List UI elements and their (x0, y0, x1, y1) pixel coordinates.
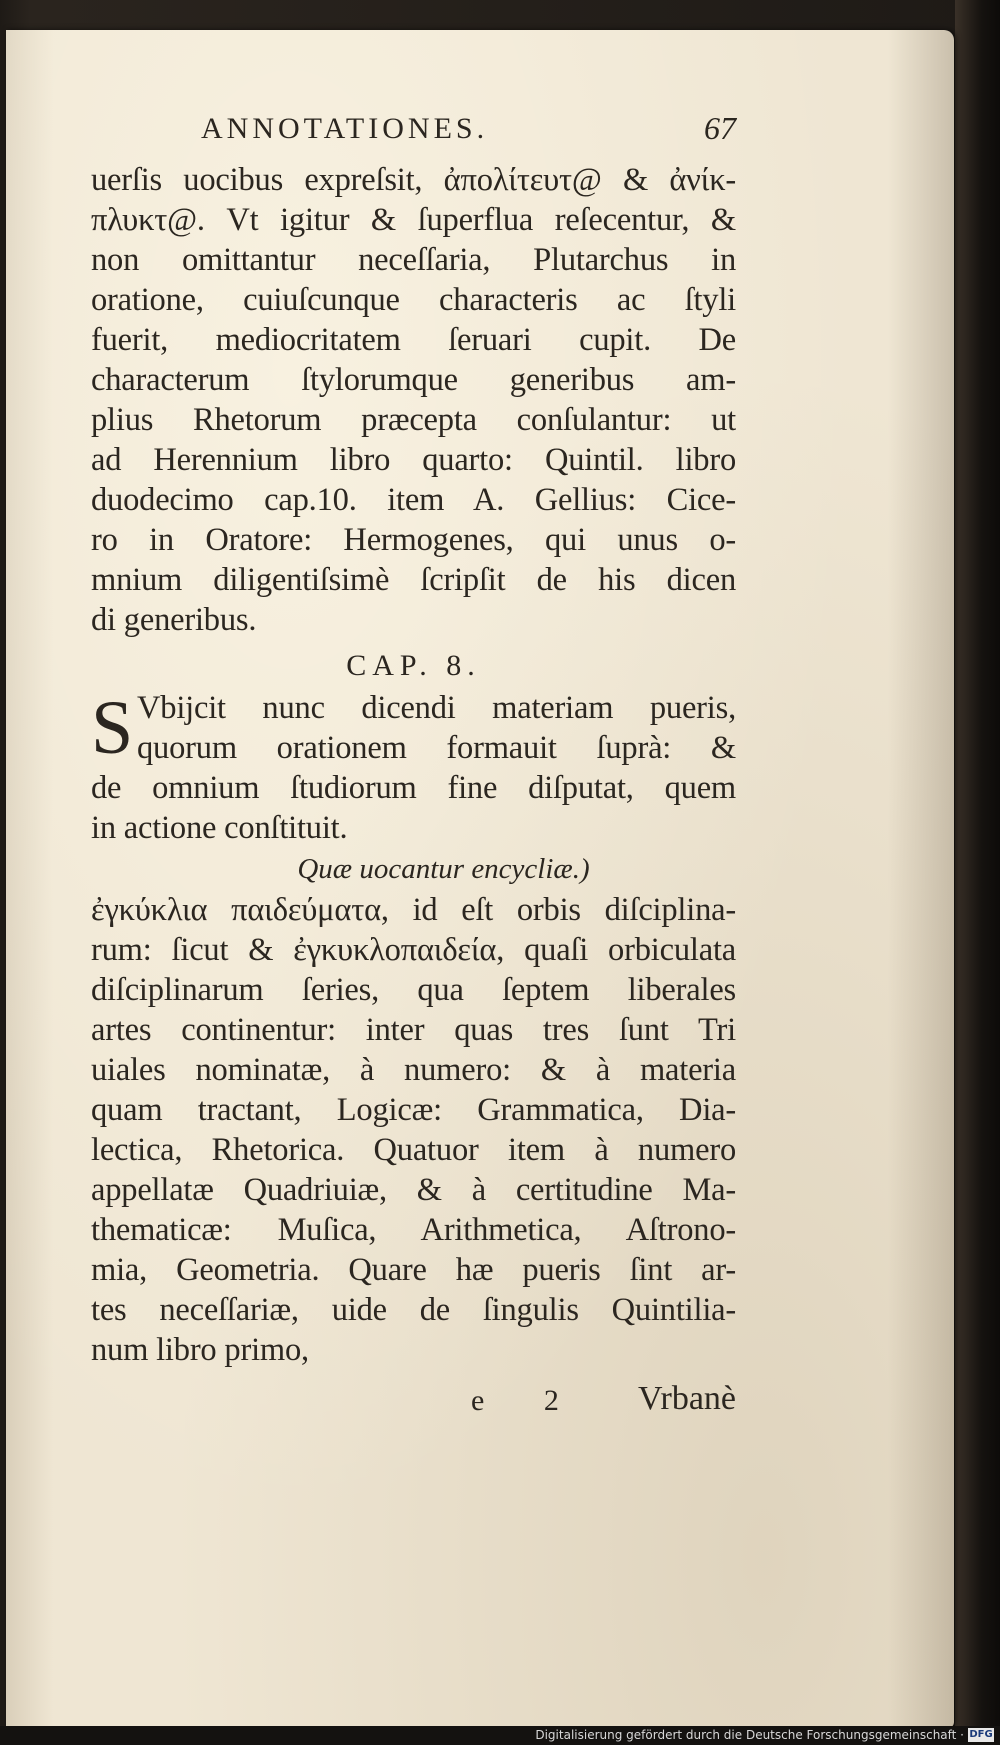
text-line: di generibus. (91, 602, 257, 638)
drop-cap: S (91, 686, 134, 770)
book-page (6, 30, 954, 1728)
text-line: plius Rhetorum præcepta conſulantur: ut (91, 402, 736, 438)
text-line: lectica, Rhetorica. Quatuor item à numero (91, 1132, 736, 1168)
text-line: ἐγκύκλια παιδεύματα, id eſt orbis diſciplina- (91, 892, 736, 928)
text-line: rum: ſicut & ἐγκυκλοπαιδεία, quaſi orbiculata (91, 932, 736, 968)
text-line: mnium diligentiſsimè ſcripſit de his dicen (91, 562, 736, 598)
catchword: Vrbanè (637, 1380, 736, 1417)
text-line: diſciplinarum ſeries, qua ſeptem liberales (91, 972, 736, 1008)
credit-text: Digitalisierung gefördert durch die Deutsche Forschungsgemeinschaft · (535, 1728, 964, 1742)
text-line: ad Herennium libro quarto: Quintil. libro (91, 442, 736, 478)
text-block (91, 110, 736, 1432)
dfg-logo: DFG (969, 1729, 993, 1740)
running-title: ANNOTATIONES. (201, 112, 489, 145)
text-line: uiales nominatæ, à numero: & à materia (91, 1052, 736, 1088)
text-line: πλυκτ@. Vt igitur & ſuperflua reſecentur, & (91, 202, 736, 238)
text-line: characterum ſtylorumque generibus am- (91, 362, 736, 398)
text-line: in actione conſtituit. (91, 810, 348, 846)
paragraph-3 (91, 890, 736, 1370)
text-line: ro in Oratore: Hermogenes, qui unus o- (91, 522, 736, 558)
page-header (91, 110, 736, 160)
lemma-heading: Quæ uocantur encycliæ.) (297, 853, 590, 885)
text-line: oratione, cuiuſcunque characteris ac ſtyli (91, 282, 736, 318)
text-line: quorum orationem formauit ſuprà: & (137, 730, 736, 766)
page-footer (91, 1376, 736, 1432)
book-spine-edge (955, 0, 1000, 1745)
text-line: quam tractant, Logicæ: Grammatica, Dia- (91, 1092, 736, 1128)
chapter-heading: CAP. 8. (346, 649, 481, 682)
paragraph-2 (91, 688, 736, 848)
text-line: uerſis uocibus expreſsit, ἀπολίτευτ@ & ἀνίκ- (91, 162, 736, 198)
text-line: duodecimo cap.10. item A. Gellius: Cice- (91, 482, 736, 518)
text-line: fuerit, mediocritatem ſeruari cupit. De (91, 322, 736, 358)
text-line: num libro primo, (91, 1332, 309, 1368)
text-line: non omittantur neceſſaria, Plutarchus in (91, 242, 736, 278)
text-line: Vbijcit nunc dicendi materiam pueris, (137, 690, 736, 726)
text-line: de omnium ſtudiorum fine diſputat, quem (91, 770, 736, 806)
signature-mark: e 2 (471, 1384, 585, 1417)
credit-bar (0, 1726, 1000, 1745)
text-line: artes continentur: inter quas tres ſunt Tri (91, 1012, 736, 1048)
text-line: appellatæ Quadriuiæ, & à certitudine Ma- (91, 1172, 736, 1208)
page-number: 67 (704, 110, 736, 146)
paragraph-1 (91, 160, 736, 640)
text-line: mia, Geometria. Quare hæ pueris ſint ar- (91, 1252, 736, 1288)
text-line: thematicæ: Muſica, Arithmetica, Aſtrono- (91, 1212, 736, 1248)
text-line: tes neceſſariæ, uide de ſingulis Quintilia- (91, 1292, 736, 1328)
